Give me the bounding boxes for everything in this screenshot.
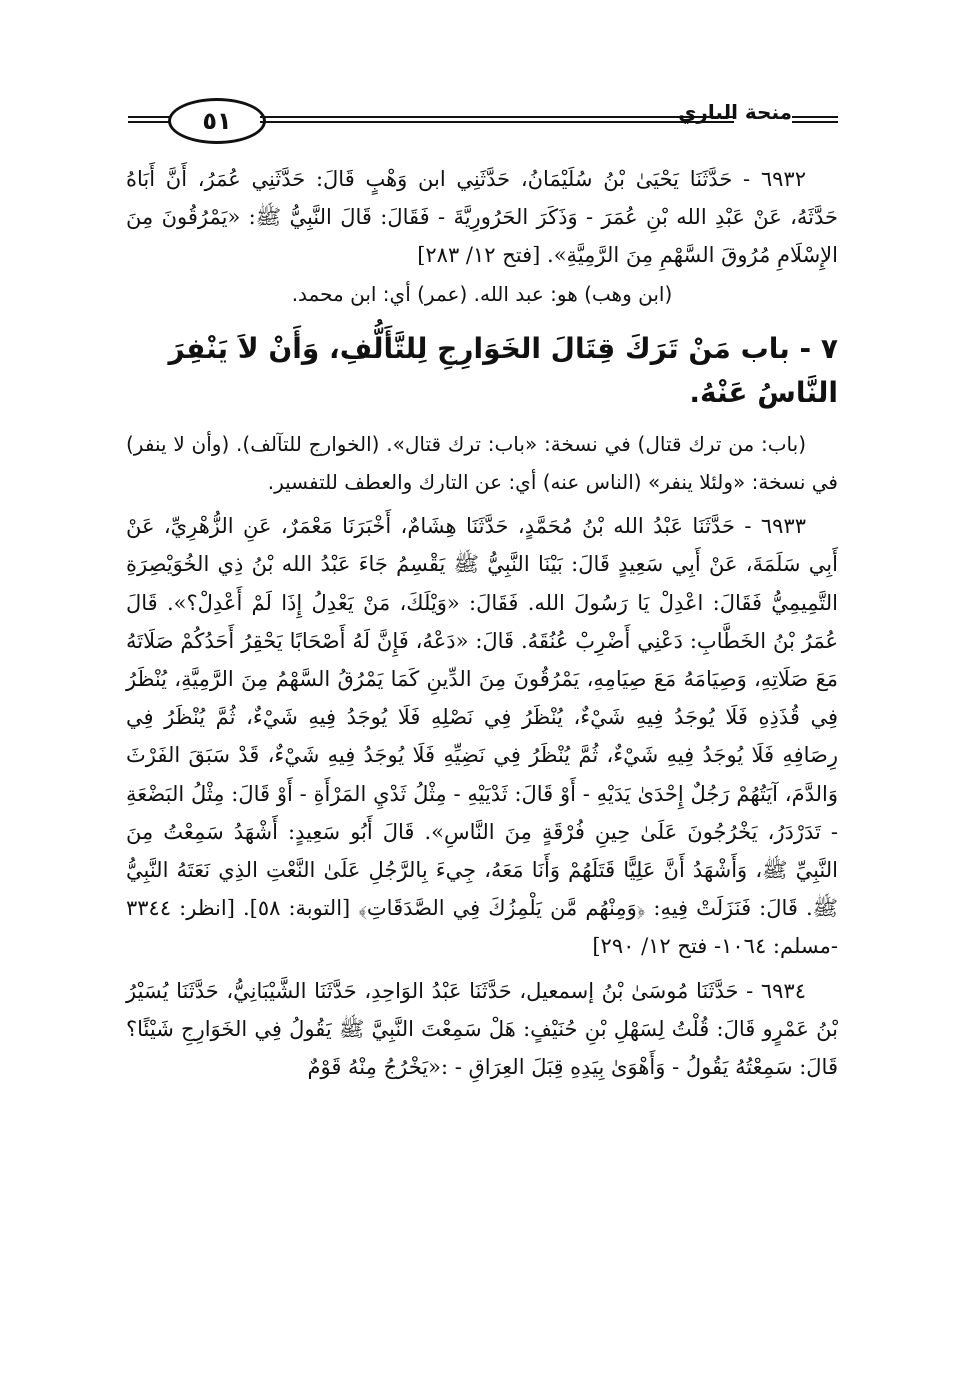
hadith-6932: ٦٩٣٢ - حَدَّثَنَا يَحْيَىٰ بْنُ سُلَيْمَانُ، حَدَّثَنِي ابن وَهْبٍ قَالَ: حَدَّثَنِي عُمَرُ، أَنَّ أَبَاهُ حَدَّثَهُ، عَنْ عَبْدِ الله بْنِ عُمَرَ - وَذَكَرَ الحَرُورِيَّةَ - فَقَالَ: قَالَ النَّبِيُّ ﷺ: «يَمْرُقُونَ مِنَ الإِسْلَامِ مُرُوقَ السَّهْمِ مِنَ الرَّمِيَّةِ». [فتح ١٢/ ٢٨٣] (126, 167, 838, 268)
chapter-commentary: (باب: من ترك قتال) في نسخة: «باب: ترك قتال». (الخوارج للتآلف). (وأن لا ينفر) في نسخة: «ولئلا ينفر» (الناس عنه) أي: عن التارك والعطف للتفسير. (126, 431, 838, 495)
hadith-6934: ٦٩٣٤ - حَدَّثَنَا مُوسَىٰ بْنُ إسمعيل، حَدَّثَنَا عَبْدُ الوَاحِدِ، حَدَّثَنَا الشَّيْبَانِيُّ، حَدَّثَنَا يُسَيْرُ بْنُ عَمْرٍو قَالَ: قُلْتُ لِسَهْلِ بْنِ حُنَيْفٍ: هَلْ سَمِعْتَ النَّبِيَّ ﷺ يَقُولُ فِي الخَوَارِجِ شَيْئًا؟ قَالَ: سَمِعْتُهُ يَقُولُ - وَأَهْوَىٰ بِيَدِهِ قِبَلَ العِرَاقِ - :«يَخْرُجُ مِنْهُ قَوْمٌ (126, 978, 838, 1080)
commentary-6932: (ابن وهب) هو: عبد الله. (عمر) أي: ابن محمد. (291, 281, 673, 306)
page-header (128, 96, 838, 144)
running-title: منحة الباري (678, 100, 792, 124)
page-body (126, 160, 838, 1086)
header-rule-left (128, 116, 170, 123)
hadith-6933: ٦٩٣٣ - حَدَّثَنَا عَبْدُ الله بْنُ مُحَمَّدٍ، حَدَّثَنَا هِشَامٌ، أَخْبَرَنَا مَعْمَرٌ، عَنِ الزُّهْرِيِّ، عَنْ أَبِي سَلَمَةَ، عَنْ أَبِي سَعِيدٍ قَالَ: بَيْنَا النَّبِيُّ ﷺ يَقْسِمُ جَاءَ عَبْدُ الله بْنُ ذِي الخُوَيْصِرَةِ التَّمِيمِيُّ فَقَالَ: اعْدِلْ يَا رَسُولَ الله. فَقَالَ: «وَيْلَكَ، مَنْ يَعْدِلُ إِذَا لَمْ أَعْدِلْ؟». قَالَ عُمَرُ بْنُ الخَطَّابِ: دَعْنِي أَضْرِبْ عُنُقَهُ. قَالَ: «دَعْهُ، فَإِنَّ لَهُ أَصْحَابًا يَحْقِرُ أَحَدُكُمْ صَلَاتَهُ مَعَ صَلَاتِهِ، وَصِيَامَهُ مَعَ صِيَامِهِ، يَمْرُقُونَ مِنَ الدِّينِ كَمَا يَمْرُقُ السَّهْمُ مِنَ الرَّمِيَّةِ، يُنْظَرُ فِي قُذَذِهِ فَلَا يُوجَدُ فِيهِ شَيْءٌ، يُنْظَرُ فِي نَصْلِهِ فَلَا يُوجَدُ فِيهِ شَيْءٌ، ثُمَّ يُنْظَرُ فِي رِصَافِهِ فَلَا يُوجَدُ فِيهِ شَيْءٌ، ثُمَّ يُنْظَرُ فِي نَضِيِّهِ فَلَا يُوجَدُ فِيهِ شَيْءٌ، قَدْ سَبَقَ الفَرْثَ وَالدَّمَ، آيَتُهُمْ رَجُلٌ إِحْدَىٰ يَدَيْهِ - أَوْ قَالَ: ثَدْيَيْهِ - مِثْلُ ثَدْيِ المَرْأَةِ - أَوْ قَالَ: مِثْلُ البَضْعَةِ - تَدَرْدَرُ، يَخْرُجُونَ عَلَىٰ حِينِ فُرْقَةٍ مِنَ النَّاسِ». قَالَ أَبُو سَعِيدٍ: أَشْهَدُ سَمِعْتُ مِنَ النَّبِيِّ ﷺ، وَأَشْهَدُ أَنَّ عَلِيًّا قَتَلَهُمْ وَأَنَا مَعَهُ، جِيءَ بِالرَّجُلِ عَلَىٰ النَّعْتِ الذِي نَعَتَهُ النَّبِيُّ ﷺ. قَالَ: فَنَزَلَتْ فِيهِ: ﴿وَمِنْهُم مَّن يَلْمِزُكَ فِي الصَّدَقَاتِ﴾ [التوبة: ٥٨]. [انظر: ٣٣٤٤ -مسلم: ١٠٦٤- فتح ١٢/ ٢٩٠] (126, 514, 839, 959)
header-rule-right (792, 116, 838, 123)
page-number: ٥١ (168, 98, 266, 144)
chapter-heading: ٧ - باب مَنْ تَرَكَ قِتَالَ الخَوَارِجِ لِلتَّأَلُّفِ، وَأَنْ لاَ يَنْفِرَ النَّاسُ عَنْهُ. (168, 331, 838, 409)
header-rule-middle (260, 116, 734, 123)
